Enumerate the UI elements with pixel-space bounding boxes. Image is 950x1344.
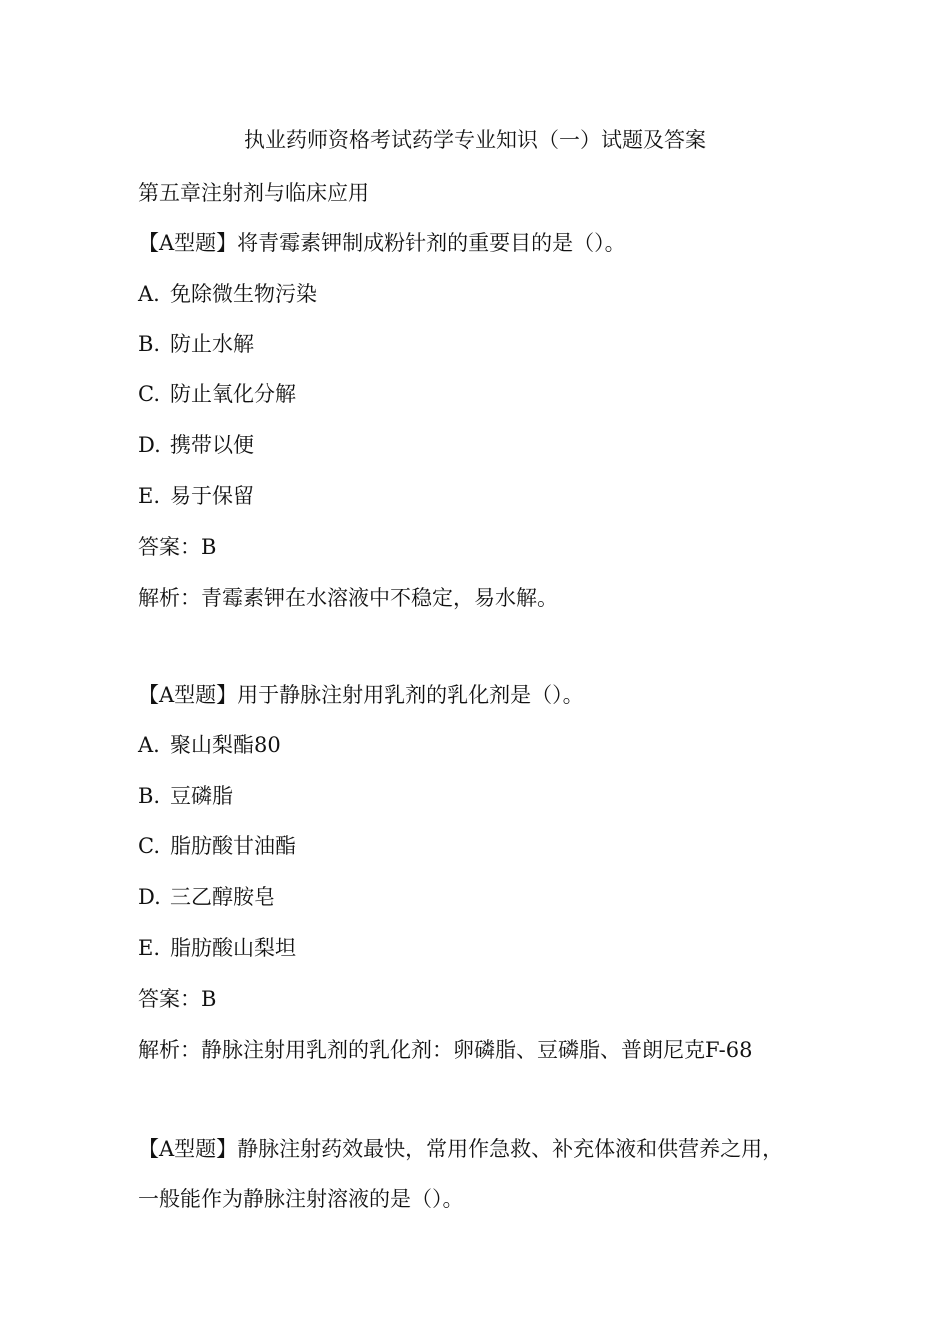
explanation-line: 解析：静脉注射用乳剂的乳化剂：卵磷脂、豆磷脂、普朗尼克F-68 [138,1038,753,1062]
option-letter: A. [138,282,160,306]
option-text: 脂肪酸甘油酯 [170,834,296,858]
option-letter: D. [138,433,161,457]
option-letter: B. [138,784,161,808]
option-c [138,830,296,862]
option-a [138,729,281,761]
option-text: 防止氧化分解 [170,382,296,406]
option-letter: E. [138,484,161,508]
answer-line: 答案：B [138,987,217,1011]
option-b [138,328,254,360]
option-text: 三乙醇胺皂 [170,885,275,909]
question-stem: 【A型题】将青霉素钾制成粉针剂的重要目的是（）。 [138,231,626,255]
option-text: 豆磷脂 [170,784,233,808]
option-text: 携带以便 [170,433,254,457]
option-text: 脂肪酸山梨坦 [170,936,296,960]
option-letter: C. [138,382,160,406]
option-letter: C. [138,834,160,858]
question-stem: 【A型题】静脉注射药效最快，常用作急救、补充体液和供营养之用， [138,1137,784,1161]
document-title: 执业药师资格考试药学专业知识（一）试题及答案 [244,128,706,152]
option-text: 免除微生物污染 [170,282,317,306]
option-text: 防止水解 [170,332,254,356]
chapter-heading: 第五章注射剂与临床应用 [138,181,369,205]
option-e [138,480,254,512]
question-stem-continued: 一般能作为静脉注射溶液的是（）。 [138,1187,464,1211]
option-b [138,780,233,812]
option-d [138,429,254,461]
option-letter: D. [138,885,161,909]
option-c [138,378,296,410]
option-e [138,932,296,964]
answer-line: 答案：B [138,535,217,559]
option-a [138,278,317,310]
option-text: 聚山梨酯80 [170,733,281,757]
option-text: 易于保留 [170,484,254,508]
option-letter: A. [138,733,160,757]
explanation-line: 解析：青霉素钾在水溶液中不稳定，易水解。 [138,586,558,610]
option-d [138,881,275,913]
question-stem: 【A型题】用于静脉注射用乳剂的乳化剂是（）。 [138,683,584,707]
option-letter: E. [138,936,161,960]
option-letter: B. [138,332,161,356]
